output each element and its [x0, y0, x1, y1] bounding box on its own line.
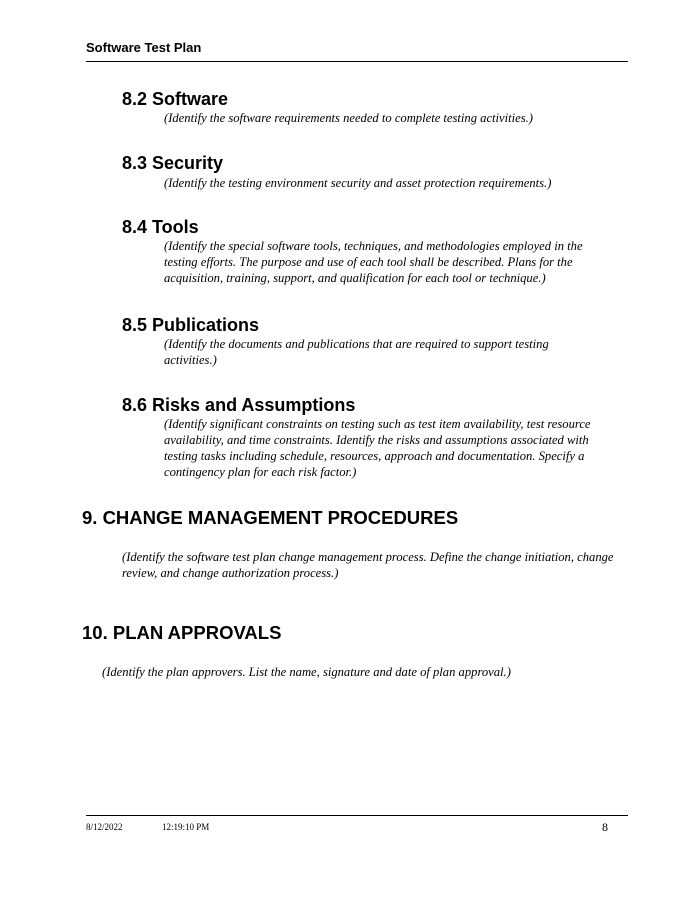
page-number: 8: [602, 820, 608, 834]
section-heading-8-4: 8.4 Tools: [122, 217, 199, 237]
section-heading-8-5: 8.5 Publications: [122, 315, 260, 335]
section-body-8-6: (Identify significant constraints on testing such as test item availability, test resource availability, and time constraints. Identify the risks and assumptions associated with testing tasks including schedule, resources, approach and documentation. Specify a contingency plan for each risk factor.): [164, 417, 591, 479]
section-heading-8-3: 8.3 Security: [122, 153, 224, 173]
section-heading-10: 10. PLAN APPROVALS: [82, 622, 282, 643]
section-body-8-2: (Identify the software requirements needed to complete testing activities.): [164, 111, 533, 125]
footer-date: 8/12/2022: [86, 822, 123, 832]
section-heading-9: 9. CHANGE MANAGEMENT PROCEDURES: [82, 507, 459, 528]
section-heading-8-6: 8.6 Risks and Assumptions: [122, 395, 356, 415]
section-body-8-5: (Identify the documents and publications that are required to support testing activities.): [164, 337, 549, 367]
section-body-8-4: (Identify the special software tools, techniques, and methodologies employed in the testing efforts. The purpose and use of each tool shall be described. Plans for the acquisition, training, support, and qualification for each tool or technique.): [164, 239, 583, 285]
footer-divider: [86, 815, 628, 816]
footer-time: 12:19:10 PM: [162, 822, 210, 832]
document-header-title: Software Test Plan: [86, 40, 202, 55]
section-body-9: (Identify the software test plan change management process. Define the change initiation, change review, and change authorization process.): [122, 550, 614, 580]
header-divider: [86, 61, 628, 62]
section-body-8-3: (Identify the testing environment security and asset protection requirements.): [164, 176, 552, 190]
section-body-10: (Identify the plan approvers. List the name, signature and date of plan approval.): [102, 665, 511, 679]
section-heading-8-2: 8.2 Software: [122, 89, 229, 109]
